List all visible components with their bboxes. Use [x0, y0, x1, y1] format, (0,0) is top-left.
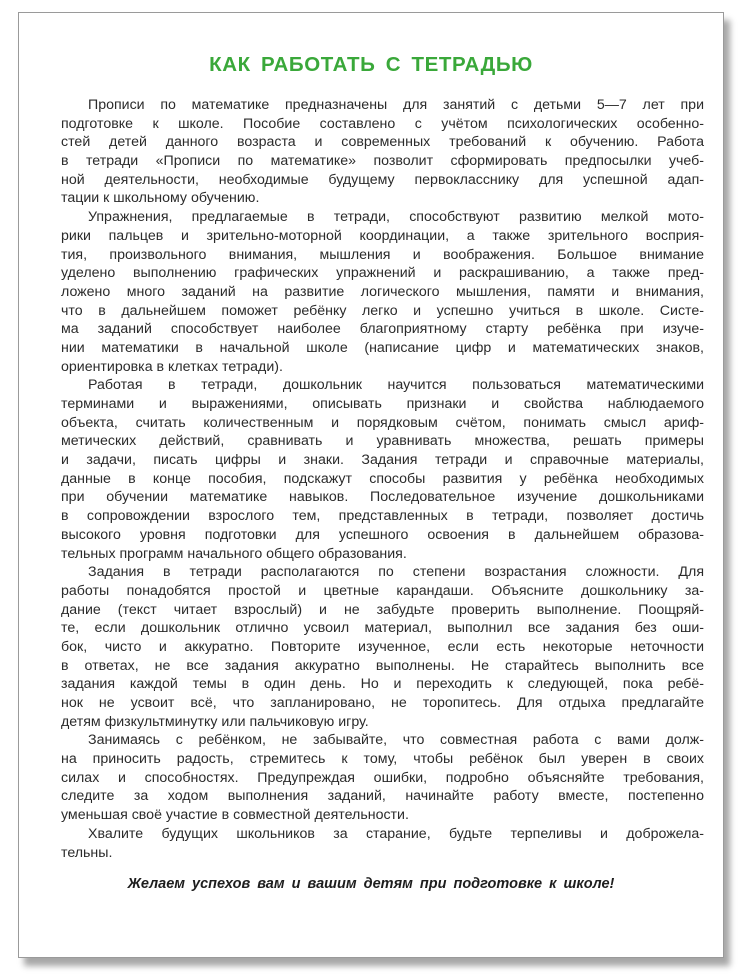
paragraph: [61, 376, 704, 563]
text-line: ной деятельности, необходимые будущему первокласснику для успешной адап-: [61, 171, 704, 188]
text-line: что в дальнейшем поможет ребёнку легко и успешно учиться в школе. Систе-: [61, 302, 704, 319]
text-line: силах и способностях. Предупреждая ошибки, подробно объясняйте требования,: [61, 769, 704, 786]
paragraph: [61, 563, 704, 731]
document-page: [18, 12, 724, 958]
text-line: Работая в тетради, дошкольник научится пользоваться математическими: [88, 377, 704, 394]
text-line: дание (текст читает взрослый) и не забудьте проверить выполнение. Поощряй-: [61, 601, 704, 618]
text-line: терминами и выражениями, описывать признаки и свойства наблюдаемого: [61, 396, 704, 412]
paragraph: [61, 208, 704, 376]
text-line: те, если дошкольник отлично усвоил материал, выполнил все задания без оши-: [61, 620, 704, 637]
text-line: задания каждой темы в один день. Но и переходить к следующей, пока ребё-: [61, 676, 704, 693]
text-line: детям физкультминутку или пальчиковую игру.: [61, 713, 369, 730]
text-line: объекта, считать количественным и порядковым счётом, понимать смысл ариф-: [61, 414, 704, 431]
text-line: ориентировка в клетках тетради).: [61, 358, 283, 375]
text-line: ма заданий способствует наиболее благоприятному старту ребёнка при изуче-: [61, 321, 704, 338]
text-line: уделено выполнению графических упражнений и раскрашиванию, а также пред-: [61, 265, 704, 282]
text-line: высокого уровня подготовки для успешного освоения в дальнейшем образова-: [61, 526, 704, 543]
body-text: [61, 96, 704, 862]
paragraph: [61, 731, 704, 824]
text-line: Прописи по математике предназначены для занятий с детьми 5—7 лет при: [88, 97, 704, 113]
text-line: метических действий, сравнивать и уравнивать множества, решать примеры: [61, 433, 704, 450]
closing-wish: Желаем успехов вам и вашим детям при подготовке к школе!: [127, 876, 615, 892]
page-title: КАК РАБОТАТЬ С ТЕТРАДЬЮ: [209, 53, 533, 76]
text-line: нок не усвоит всё, что запланировано, не торопитесь. Для отдыха предлагайте: [61, 695, 704, 711]
paragraph: [61, 96, 704, 208]
text-line: Занимаясь с ребёнком, не забывайте, что совместная работа с вами долж-: [88, 732, 704, 749]
text-line: тельных программ начального общего образования.: [61, 545, 407, 562]
text-line: нии математики в начальной школе (написание цифр и математических знаков,: [61, 339, 704, 356]
text-line: при обучении математике навыков. Последовательное изучение дошкольниками: [61, 489, 704, 506]
text-line: тации к школьному обучению.: [61, 190, 260, 207]
text-line: Упражнения, предлагаемые в тетради, способствуют развитию мелкой мото-: [88, 209, 704, 226]
text-line: уменьшая своё участие в совместной деятельности.: [61, 807, 409, 824]
text-line: работы понадобятся простой и цветные карандаши. Объясните дошкольнику за-: [61, 582, 704, 599]
text-line: на приносить радость, стремитесь к тому, чтобы ребёнок был уверен в своих: [61, 751, 704, 768]
text-line: бок, чисто и аккуратно. Повторите изученное, если есть некоторые неточности: [61, 638, 704, 655]
text-line: Хвалите будущих школьников за старание, будьте терпеливы и доброжела-: [88, 825, 704, 842]
text-line: и задачи, писать цифры и знаки. Задания тетради и справочные материалы,: [61, 452, 704, 469]
text-line: в ответах, не все задания аккуратно выполнены. Не старайтесь выполнить все: [61, 657, 704, 674]
text-line: ложено много заданий на развитие логического мышления, памяти и внимания,: [61, 283, 704, 300]
text-line: рики пальцев и зрительно-моторной координации, а также зрительного восприя-: [61, 227, 704, 244]
text-line: в сопровождении взрослого тем, представленных в тетради, позволяет достичь: [61, 508, 704, 525]
text-line: подготовке к школе. Пособие составлено с учётом психологических особенно-: [61, 115, 704, 132]
text-line: тельны.: [61, 844, 113, 861]
text-line: данные в конце пособия, подскажут способы развития у ребёнка необходимых: [61, 470, 704, 487]
text-line: следите за ходом выполнения заданий, начинайте работу вместе, постепенно: [61, 788, 704, 805]
text-line: Задания в тетради располагаются по степени возрастания сложности. Для: [88, 564, 704, 581]
paragraph: [61, 825, 704, 862]
text-line: стей детей данного возраста и современных требований к обучению. Работа: [61, 134, 704, 151]
text-line: тия, произвольного внимания, мышления и воображения. Большое внимание: [61, 246, 704, 263]
text-line: в тетради «Прописи по математике» позволит сформировать предпосылки учеб-: [61, 153, 704, 170]
